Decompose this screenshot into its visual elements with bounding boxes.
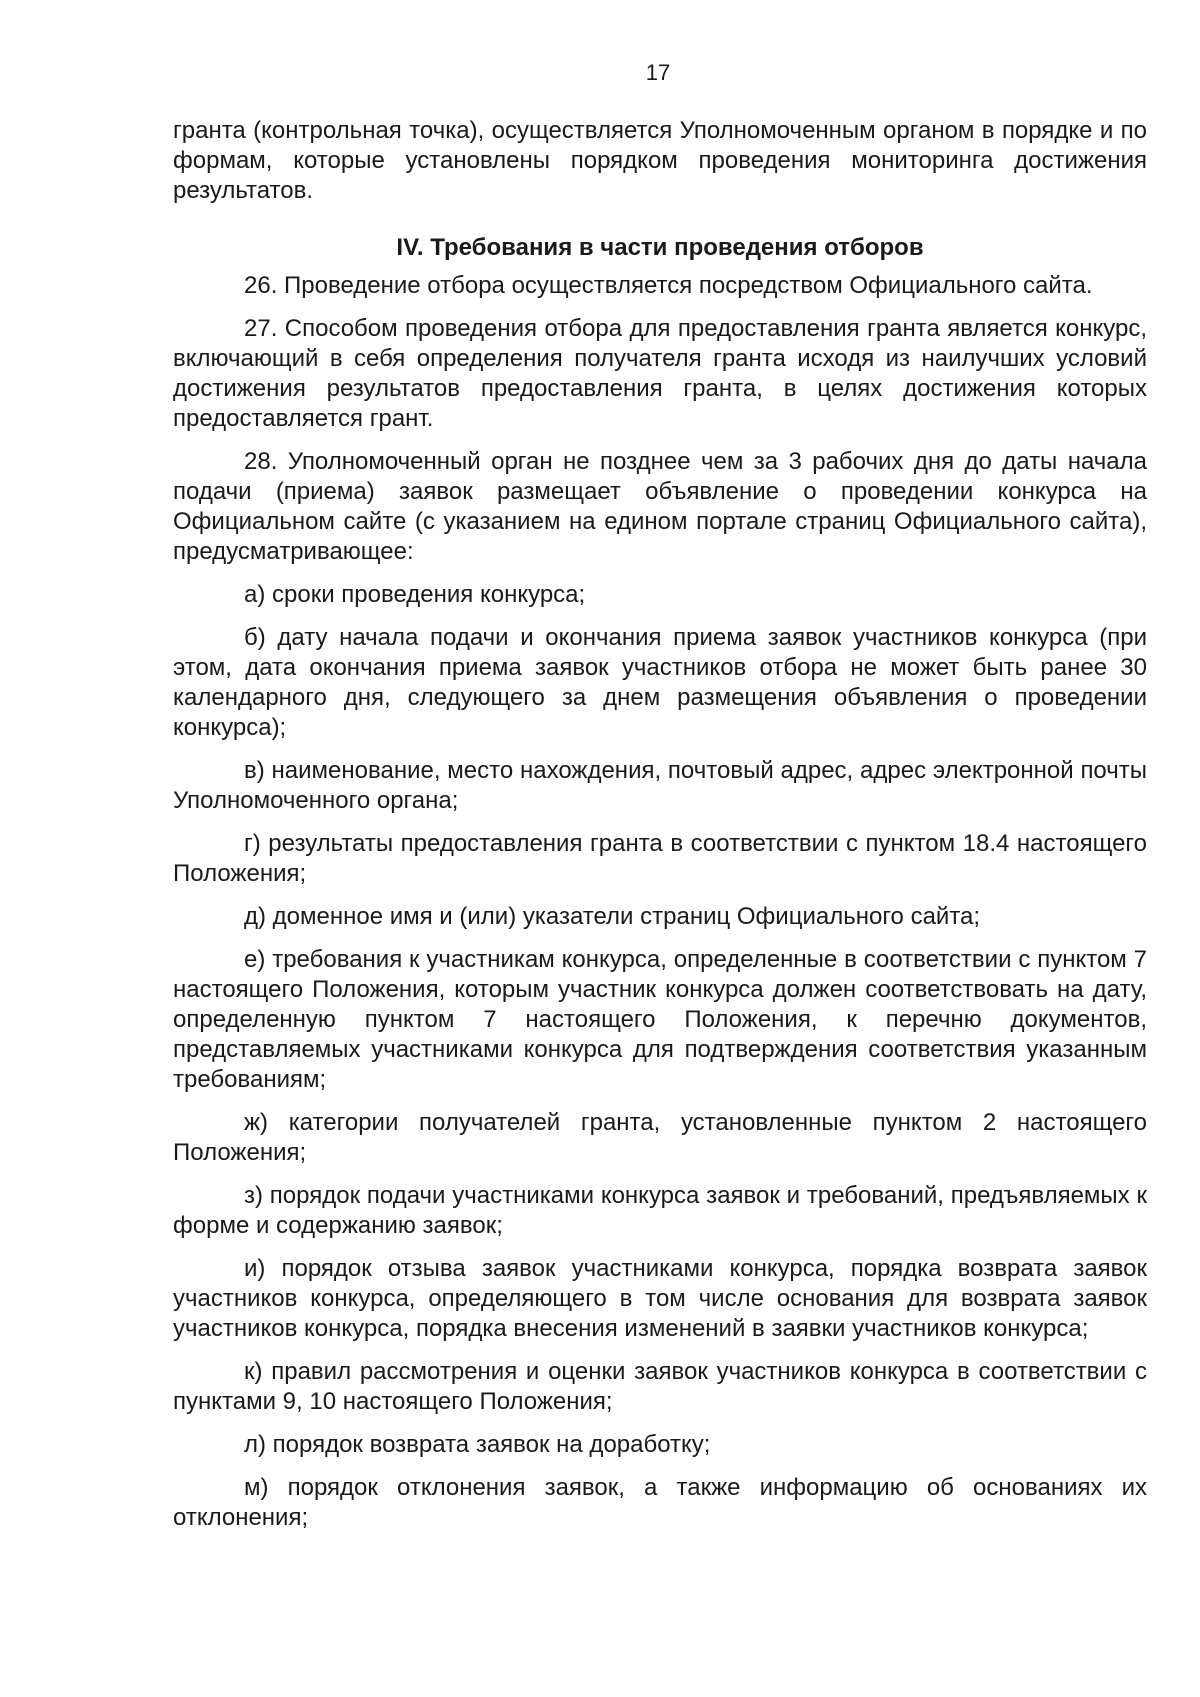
subclause-k: к) правил рассмотрения и оценки заявок участников конкурса в соответствии с пунктами 9, 10 настоящего Положения; [173, 1358, 1147, 1415]
subclause-g: г) результаты предоставления гранта в соответствии с пунктом 18.4 настоящего Положения; [173, 830, 1147, 887]
subclause-v: в) наименование, место нахождения, почтовый адрес, адрес электронной почты Уполномоченного органа; [173, 757, 1147, 814]
document-body [173, 116, 1147, 1546]
subclause-zh: ж) категории получателей гранта, установленные пунктом 2 настоящего Положения; [173, 1109, 1147, 1166]
subclause-e: е) требования к участникам конкурса, определенные в соответствии с пунктом 7 настоящего Положения, которым участник конкурса должен соответствовать на дату, определенную пунктом 7 настоящего Положения, к перечню документов, представляемых участниками конкурса для подтверждения соответствия указанным требованиям; [173, 946, 1147, 1093]
subclause-l: л) порядок возврата заявок на доработку; [244, 1431, 711, 1458]
subclause-i: и) порядок отзыва заявок участниками конкурса, порядка возврата заявок участников конкурса, определяющего в том числе основания для возврата заявок участников конкурса, порядка внесения изменений в заявки участников конкурса; [173, 1255, 1147, 1342]
page-number: 17 [645, 60, 671, 85]
subclause-a: а) сроки проведения конкурса; [244, 581, 586, 608]
subclause-d: д) доменное имя и (или) указатели страниц Официального сайта; [244, 903, 981, 930]
subclause-m: м) порядок отклонения заявок, а также информацию об основаниях их отклонения; [173, 1474, 1147, 1531]
clause-26: 26. Проведение отбора осуществляется посредством Официального сайта. [244, 272, 1093, 299]
clause-28: 28. Уполномоченный орган не позднее чем за 3 рабочих дня до даты начала подачи (приема) заявок размещает объявление о проведении конкурса на Официальном сайте (с указанием на едином портале страниц Официального сайта), предусматривающее: [173, 448, 1147, 565]
section-heading: IV. Требования в части проведения отборов [396, 234, 924, 261]
subclause-z: з) порядок подачи участниками конкурса заявок и требований, предъявляемых к форме и содержанию заявок; [173, 1182, 1147, 1239]
subclause-b: б) дату начала подачи и окончания приема заявок участников конкурса (при этом, дата окончания приема заявок участников отбора не может быть ранее 30 календарного дня, следующего за днем размещения объявления о проведении конкурса); [173, 624, 1147, 741]
paragraph-continuation: гранта (контрольная точка), осуществляется Уполномоченным органом в порядке и по формам, которые установлены порядком проведения мониторинга достижения результатов. [173, 117, 1147, 204]
clause-27: 27. Способом проведения отбора для предоставления гранта является конкурс, включающий в себя определения получателя гранта исходя из наилучших условий достижения результатов предоставления гранта, в целях достижения которых предоставляется грант. [173, 315, 1147, 432]
